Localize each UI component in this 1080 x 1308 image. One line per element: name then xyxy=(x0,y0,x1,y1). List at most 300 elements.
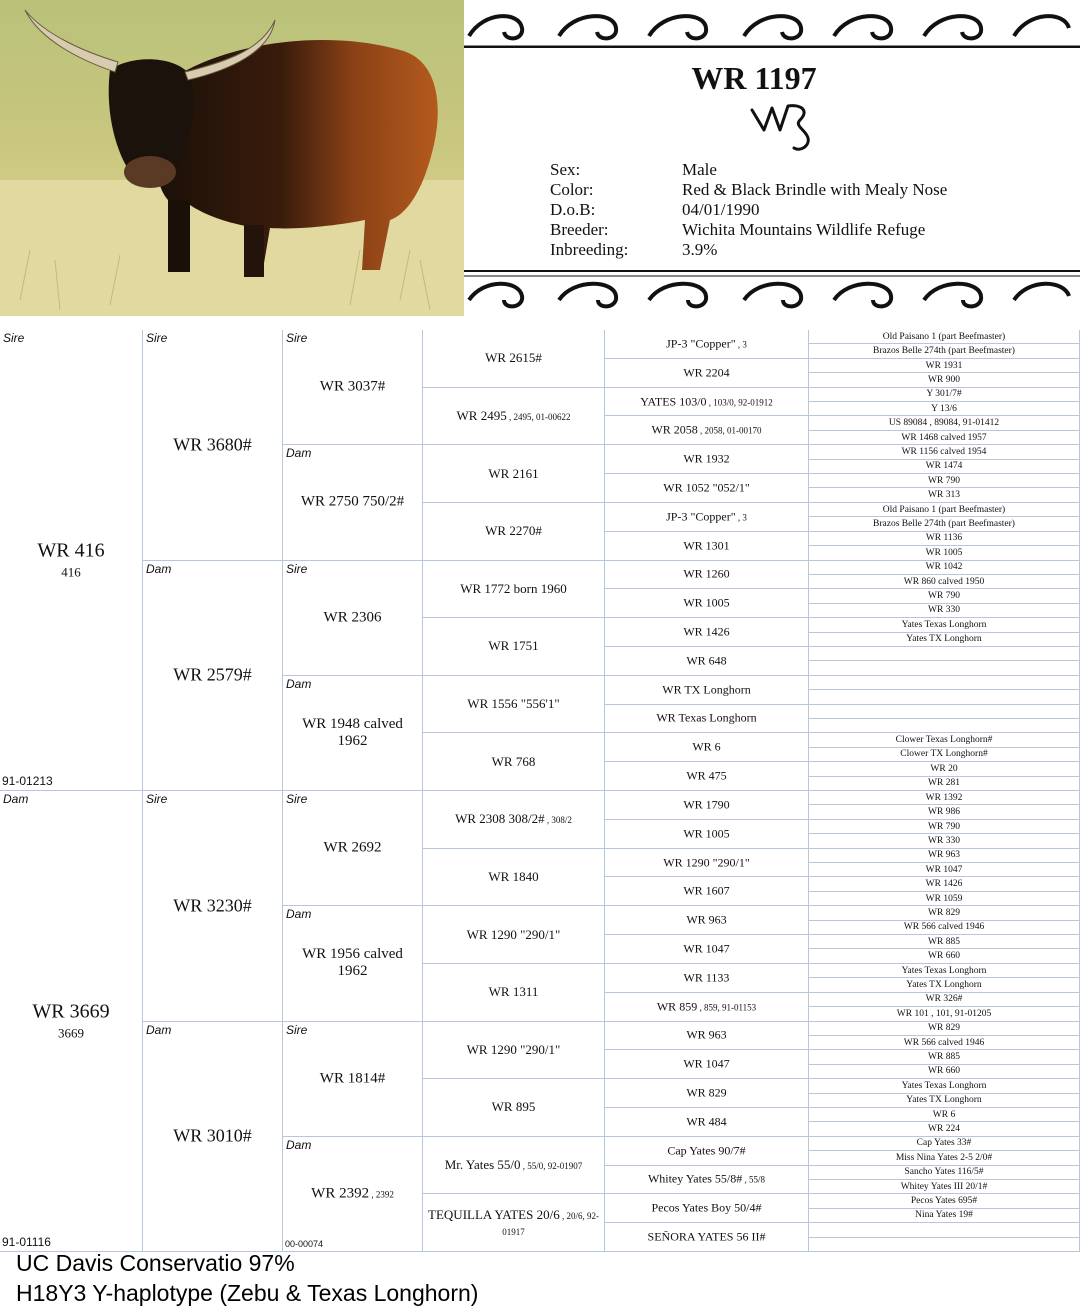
animal-name xyxy=(605,855,808,870)
gen6-ancestor-box xyxy=(809,633,1080,647)
gen6-ancestor-box xyxy=(809,892,1080,906)
sire-box xyxy=(0,330,143,791)
animal-name-text: WR 859 xyxy=(656,999,698,1014)
animal-name xyxy=(605,1230,808,1245)
animal-name: Old Paisano 1 (part Beefmaster) xyxy=(882,331,1006,342)
gen6-ancestor-box xyxy=(809,589,1080,603)
animal-name xyxy=(423,1157,604,1173)
animal-name xyxy=(283,716,422,750)
animal-name xyxy=(283,379,422,396)
animal-name: Yates Texas Longhorn xyxy=(901,619,987,630)
great-grandparent-box xyxy=(283,906,423,1021)
gen6-ancestor-box xyxy=(809,921,1080,935)
animal-name xyxy=(605,797,808,812)
grandparent-box xyxy=(143,791,283,1022)
parent-role-label: Dam xyxy=(3,792,29,806)
animal-name: WR 20 xyxy=(930,763,958,774)
animal-name-text: WR 2615# xyxy=(485,350,542,366)
gen6-ancestor-box xyxy=(809,805,1080,819)
animal-name-text: WR 416 xyxy=(37,539,105,562)
animal-name xyxy=(283,494,422,511)
animal-name-text: WR 2204 xyxy=(683,365,730,380)
gen5-ancestor-box xyxy=(605,1108,809,1137)
gen5-ancestor-box xyxy=(605,1022,809,1051)
animal-name xyxy=(605,596,808,611)
bull-photo xyxy=(0,0,464,316)
animal-name: WR 1931 xyxy=(925,360,963,371)
info-row-color xyxy=(550,180,947,200)
animal-name-text: Pecos Yates Boy 50/4# xyxy=(651,1200,762,1215)
gen6-ancestor-box xyxy=(809,1122,1080,1136)
gen6-ancestor-box xyxy=(809,935,1080,949)
gen5-ancestor-box xyxy=(605,416,809,445)
gen4-ancestor-box xyxy=(423,618,605,676)
gen6-ancestor-box xyxy=(809,445,1080,459)
gen5-ancestor-box xyxy=(605,935,809,964)
gen5-ancestor-box xyxy=(605,1194,809,1223)
gen5-ancestor-box xyxy=(605,561,809,590)
gen5-ancestor-box xyxy=(605,359,809,388)
gen6-ancestor-box xyxy=(809,604,1080,618)
animal-name-text: WR 2495 xyxy=(456,407,507,423)
animal-name xyxy=(423,466,604,482)
animal-name xyxy=(605,365,808,380)
animal-name-text: Cap Yates 90/7# xyxy=(667,1143,746,1158)
gen6-ancestor-box xyxy=(809,474,1080,488)
gen6-ancestor-box xyxy=(809,546,1080,560)
animal-name: WR 790 xyxy=(928,591,960,602)
animal-name xyxy=(0,540,142,581)
animal-name xyxy=(605,1114,808,1129)
gen4-ancestor-box xyxy=(423,330,605,388)
animal-name xyxy=(423,408,604,424)
gen6-ancestor-box xyxy=(809,906,1080,920)
animal-name xyxy=(605,336,808,351)
animal-name xyxy=(283,946,422,980)
gen5-ancestor-box xyxy=(605,877,809,906)
gen4-ancestor-box xyxy=(423,849,605,907)
parent-role-label: Sire xyxy=(286,1022,308,1037)
animal-name: WR 829 xyxy=(928,1023,960,1034)
gen5-ancestor-box xyxy=(605,1166,809,1195)
gen6-ancestor-box xyxy=(809,949,1080,963)
animal-name: WR 1005 xyxy=(925,547,963,558)
registration-detail: , 20/6, 92-01917 xyxy=(502,1210,599,1237)
gen6-ancestor-box xyxy=(809,748,1080,762)
animal-name-text: WR 2058 xyxy=(651,422,698,437)
animal-name: WR 566 calved 1946 xyxy=(903,922,985,933)
gen5-ancestor-box xyxy=(605,474,809,503)
animal-name xyxy=(605,682,808,697)
gen5-ancestor-box xyxy=(605,820,809,849)
animal-name: Nina Yates 19# xyxy=(915,1210,973,1221)
gen4-ancestor-box xyxy=(423,1079,605,1137)
animal-name-text: WR 1301 xyxy=(683,538,730,553)
gen6-ancestor-box xyxy=(809,561,1080,575)
gen6-ancestor-box xyxy=(809,344,1080,358)
animal-name: WR 900 xyxy=(928,374,960,385)
scroll-ornament-bottom xyxy=(464,272,1080,318)
gen6-ancestor-box xyxy=(809,1079,1080,1093)
registration-detail: , 55/0, 92-01907 xyxy=(520,1161,583,1172)
gen6-ancestor-box xyxy=(809,1238,1080,1252)
gen4-ancestor-box xyxy=(423,906,605,964)
great-grandparent-box xyxy=(283,791,423,906)
gen6-ancestor-box xyxy=(809,993,1080,1007)
great-grandparent-box xyxy=(283,561,423,676)
animal-name-text: WR 3680# xyxy=(173,434,252,455)
gen5-ancestor-box xyxy=(605,705,809,734)
header-panel xyxy=(464,0,1080,316)
animal-name-text: WR 1311 xyxy=(488,984,539,1000)
animal-name: WR 1426 xyxy=(925,879,963,890)
gen6-ancestor-box xyxy=(809,1223,1080,1237)
gen5-ancestor-box xyxy=(605,445,809,474)
gen6-ancestor-box xyxy=(809,849,1080,863)
info-row-inbreeding xyxy=(550,240,717,260)
gen6-ancestor-box xyxy=(809,416,1080,430)
animal-name-text: WR 2392 xyxy=(311,1185,370,1202)
animal-name xyxy=(143,434,282,455)
animal-name-text: WR 475 xyxy=(686,768,727,783)
parent-role-label: Dam xyxy=(286,1137,312,1152)
gen6-ancestor-box xyxy=(809,964,1080,978)
animal-name-text: WR 1047 xyxy=(683,941,730,956)
animal-name xyxy=(605,538,808,553)
animal-name-text: WR 1426 xyxy=(683,624,730,639)
great-grandparent-box xyxy=(283,1022,423,1137)
animal-name xyxy=(605,740,808,755)
gen5-ancestor-box xyxy=(605,906,809,935)
gen6-ancestor-box xyxy=(809,1166,1080,1180)
animal-name xyxy=(605,509,808,524)
animal-name xyxy=(423,1099,604,1115)
animal-name: Clower Texas Longhorn# xyxy=(895,735,993,746)
animal-name-text: WR 1840 xyxy=(488,868,539,884)
parent-role-label: Sire xyxy=(3,331,25,345)
conservation-score: UC Davis Conservatio 97% xyxy=(16,1250,295,1276)
animal-name xyxy=(423,927,604,943)
gen4-ancestor-box xyxy=(423,1137,605,1195)
animal-name xyxy=(605,1028,808,1043)
gen5-ancestor-box xyxy=(605,849,809,878)
parent-role-label: Sire xyxy=(286,331,308,345)
animal-name: WR 566 calved 1946 xyxy=(903,1037,985,1048)
gen6-ancestor-box xyxy=(809,373,1080,387)
gen6-ancestor-box xyxy=(809,517,1080,531)
gen6-ancestor-box xyxy=(809,618,1080,632)
gen6-ancestor-box xyxy=(809,359,1080,373)
top-rule xyxy=(464,46,1080,48)
animal-name-text: WR 2692 xyxy=(323,839,382,856)
gen6-ancestor-box xyxy=(809,1050,1080,1064)
animal-name: WR 313 xyxy=(928,490,960,501)
registration-detail: , 55/8 xyxy=(742,1174,766,1185)
animal-name: Yates TX Longhorn xyxy=(906,979,982,990)
animal-name-text: Mr. Yates 55/0 xyxy=(444,1157,521,1173)
animal-name-text: WR 3669 xyxy=(32,1000,110,1023)
animal-name: Cap Yates 33# xyxy=(916,1138,972,1149)
gen5-ancestor-box xyxy=(605,993,809,1022)
animal-name: WR 1392 xyxy=(925,792,963,803)
animal-name xyxy=(423,638,604,654)
animal-name: Yates Texas Longhorn xyxy=(901,965,987,976)
animal-name: WR 885 xyxy=(928,936,960,947)
animal-name xyxy=(423,1042,604,1058)
animal-name: Y 13/6 xyxy=(931,403,957,414)
animal-name: WR 885 xyxy=(928,1052,960,1063)
animal-name xyxy=(423,869,604,885)
gen4-ancestor-box xyxy=(423,791,605,849)
info-value: Red & Black Brindle with Mealy Nose xyxy=(682,180,948,199)
animal-name xyxy=(605,999,808,1014)
animal-name-text: WR 963 xyxy=(686,912,727,927)
animal-name: WR 660 xyxy=(928,1066,960,1077)
animal-name xyxy=(605,1201,808,1216)
animal-name-text: WR 484 xyxy=(686,1114,727,1129)
animal-name xyxy=(605,711,808,726)
animal-name-text: WR TX Longhorn xyxy=(662,682,751,697)
animal-name: Old Paisano 1 (part Beefmaster) xyxy=(882,504,1006,515)
animal-name-text: WR 2161 xyxy=(488,465,539,481)
registration-detail: , 2392 xyxy=(369,1189,394,1200)
animal-name-text: WR 1772 born 1960 xyxy=(460,580,567,596)
animal-name: WR 6 xyxy=(932,1109,956,1120)
gen6-ancestor-box xyxy=(809,719,1080,733)
animal-name-text: WR 1932 xyxy=(683,451,730,466)
gen5-ancestor-box xyxy=(605,964,809,993)
gen6-ancestor-box xyxy=(809,1151,1080,1165)
gen6-ancestor-box xyxy=(809,762,1080,776)
animal-name-text: WR 1948 calved 1962 xyxy=(302,715,403,749)
info-label: Color: xyxy=(550,180,594,199)
gen6-ancestor-box xyxy=(809,402,1080,416)
gen6-ancestor-box xyxy=(809,575,1080,589)
animal-name: Sancho Yates 116/5# xyxy=(904,1167,984,1178)
animal-name: WR 1156 calved 1954 xyxy=(901,446,987,457)
animal-name-text: WR 1133 xyxy=(683,970,730,985)
animal-name: WR 330 xyxy=(928,605,960,616)
animal-name: WR 1197 xyxy=(691,60,817,96)
brand-mark-icon xyxy=(750,100,820,156)
animal-name-text: WR 2308 308/2# xyxy=(455,811,545,827)
animal-name xyxy=(605,826,808,841)
animal-name xyxy=(283,609,422,626)
animal-name xyxy=(283,840,422,857)
animal-name: WR 986 xyxy=(928,807,960,818)
animal-name-text: SEÑORA YATES 56 II# xyxy=(647,1229,766,1244)
animal-name-text: WR 895 xyxy=(491,1099,536,1115)
animal-name: WR 1059 xyxy=(925,893,963,904)
animal-name-text: WR 768 xyxy=(491,753,536,769)
animal-name: US 89084 , 89084, 91-01412 xyxy=(888,418,1000,429)
animal-name: WR 790 xyxy=(928,475,960,486)
gen6-ancestor-box xyxy=(809,532,1080,546)
animal-name-text: WR 1290 "290/1" xyxy=(663,855,750,870)
animal-name-text: WR 1790 xyxy=(683,797,730,812)
animal-name: Yates TX Longhorn xyxy=(906,634,982,645)
animal-name xyxy=(0,1001,142,1042)
animal-name: Yates TX Longhorn xyxy=(906,1095,982,1106)
parent-role-label: Dam xyxy=(286,676,312,691)
animal-name xyxy=(423,754,604,770)
gen5-ancestor-box xyxy=(605,762,809,791)
gen5-ancestor-box xyxy=(605,1079,809,1108)
animal-name: Brazos Belle 274th (part Beefmaster) xyxy=(873,518,1015,529)
animal-number: 416 xyxy=(61,564,81,580)
animal-name: WR 1047 xyxy=(925,864,963,875)
gen6-ancestor-box xyxy=(809,877,1080,891)
info-value: Male xyxy=(682,160,717,179)
gen6-ancestor-box xyxy=(809,1108,1080,1122)
animal-name-text: WR 2306 xyxy=(323,609,382,626)
gen5-ancestor-box xyxy=(605,618,809,647)
animal-name: WR 1042 xyxy=(925,562,963,573)
animal-name-text: WR 1260 xyxy=(683,566,730,581)
gen6-ancestor-box xyxy=(809,1194,1080,1208)
animal-name xyxy=(423,1207,604,1239)
animal-name: Whitey Yates III 20/1# xyxy=(900,1181,988,1192)
animal-name-text: WR 648 xyxy=(686,653,727,668)
animal-name: Brazos Belle 274th (part Beefmaster) xyxy=(873,346,1015,357)
gen5-ancestor-box xyxy=(605,589,809,618)
info-label: D.o.B: xyxy=(550,200,596,219)
animal-name xyxy=(605,970,808,985)
gen5-ancestor-box xyxy=(605,676,809,705)
gen6-ancestor-box xyxy=(809,1022,1080,1036)
gen5-ancestor-box xyxy=(605,330,809,359)
registration-number: 00-00074 xyxy=(285,1239,324,1249)
animal-name: WR 790 xyxy=(928,821,960,832)
gen6-ancestor-box xyxy=(809,820,1080,834)
registration-detail: , 3 xyxy=(735,512,747,523)
gen6-ancestor-box xyxy=(809,388,1080,402)
gen5-ancestor-box xyxy=(605,791,809,820)
gen4-ancestor-box xyxy=(423,964,605,1022)
gen4-ancestor-box xyxy=(423,445,605,503)
parent-role-label: Dam xyxy=(286,907,312,922)
gen6-ancestor-box xyxy=(809,733,1080,747)
gen4-ancestor-box xyxy=(423,503,605,561)
dam-box xyxy=(0,791,143,1252)
animal-name: Miss Nina Yates 2-5 2/0# xyxy=(895,1152,993,1163)
animal-name: WR 1468 calved 1957 xyxy=(901,432,987,443)
animal-name xyxy=(605,913,808,928)
animal-number: 3669 xyxy=(58,1025,84,1041)
animal-name: Y 301/7# xyxy=(926,389,962,400)
gen6-ancestor-box xyxy=(809,978,1080,992)
animal-name: WR 660 xyxy=(928,951,960,962)
animal-name xyxy=(605,1143,808,1158)
animal-name: Pecos Yates 695# xyxy=(910,1196,978,1207)
grandparent-box xyxy=(143,1022,283,1253)
great-grandparent-box xyxy=(283,445,423,560)
info-row-dob xyxy=(550,200,759,220)
grandparent-box xyxy=(143,330,283,561)
animal-name-text: WR 1556 "556'1" xyxy=(467,696,560,712)
animal-name: WR 1474 xyxy=(925,461,963,472)
animal-name-text: WR 829 xyxy=(686,1085,727,1100)
pedigree-chart xyxy=(0,330,1080,1252)
animal-name xyxy=(605,941,808,956)
animal-name: WR 101 , 101, 91-01205 xyxy=(896,1008,992,1019)
animal-name-text: WR 3230# xyxy=(173,895,252,916)
info-label: Inbreeding: xyxy=(550,240,629,259)
animal-name-text: WR 1052 "052/1" xyxy=(663,480,750,495)
info-label: Breeder: xyxy=(550,220,609,239)
gen4-ancestor-box xyxy=(423,733,605,791)
animal-name: WR 963 xyxy=(928,850,960,861)
registration-detail: , 103/0, 92-01912 xyxy=(706,397,773,408)
gen5-ancestor-box xyxy=(605,532,809,561)
info-label: Sex: xyxy=(550,160,581,179)
animal-name-text: WR 1047 xyxy=(683,1056,730,1071)
animal-name xyxy=(605,394,808,409)
animal-name: WR 330 xyxy=(928,835,960,846)
bull-image xyxy=(0,0,464,316)
gen5-ancestor-box xyxy=(605,503,809,532)
animal-name-text: WR 2270# xyxy=(485,523,542,539)
animal-name xyxy=(143,1126,282,1147)
info-row-sex xyxy=(550,160,717,180)
gen6-ancestor-box xyxy=(809,661,1080,675)
gen6-ancestor-box xyxy=(809,705,1080,719)
gen6-ancestor-box xyxy=(809,488,1080,502)
info-value: Wichita Mountains Wildlife Refuge xyxy=(682,220,926,239)
gen6-ancestor-box xyxy=(809,1094,1080,1108)
great-grandparent-box xyxy=(283,676,423,791)
parent-role-label: Sire xyxy=(286,792,308,806)
animal-name: WR 860 calved 1950 xyxy=(903,576,985,587)
animal-name-text: WR 1607 xyxy=(683,883,730,898)
animal-name-text: WR Texas Longhorn xyxy=(656,710,757,725)
animal-name xyxy=(605,1086,808,1101)
animal-name xyxy=(283,1185,422,1202)
parent-role-label: Sire xyxy=(146,792,168,806)
parent-role-label: Dam xyxy=(146,561,172,576)
gen6-ancestor-box xyxy=(809,1180,1080,1194)
animal-name: WR 326# xyxy=(925,994,963,1005)
animal-name-text: WR 1005 xyxy=(683,826,730,841)
animal-name: Yates Texas Longhorn xyxy=(901,1080,987,1091)
animal-name-text: WR 1290 "290/1" xyxy=(466,1041,561,1057)
animal-name-text: Whitey Yates 55/8# xyxy=(647,1171,743,1186)
animal-name-text: JP-3 "Copper" xyxy=(666,509,736,524)
animal-name-text: YATES 103/0 xyxy=(640,394,707,409)
info-row-breeder xyxy=(550,220,925,240)
gen6-ancestor-box xyxy=(809,1209,1080,1223)
gen5-ancestor-box xyxy=(605,388,809,417)
info-value: 04/01/1990 xyxy=(682,200,760,219)
gen5-ancestor-box xyxy=(605,1050,809,1079)
animal-name-text: WR 2750 750/2# xyxy=(300,493,405,510)
animal-name xyxy=(423,984,604,1000)
animal-name-text: WR 3010# xyxy=(173,1125,252,1146)
animal-name: Clower TX Longhorn# xyxy=(900,749,988,760)
gen4-ancestor-box xyxy=(423,561,605,619)
great-grandparent-box xyxy=(283,330,423,445)
animal-name xyxy=(423,696,604,712)
registration-detail: , 859, 91-01153 xyxy=(697,1002,757,1013)
parent-role-label: Sire xyxy=(146,331,168,345)
registration-detail: , 3 xyxy=(735,339,747,350)
animal-name xyxy=(605,452,808,467)
great-grandparent-box xyxy=(283,1137,423,1252)
parent-role-label: Dam xyxy=(286,446,312,461)
gen6-ancestor-box xyxy=(809,777,1080,791)
animal-name-text: WR 1751 xyxy=(488,638,539,654)
animal-name xyxy=(605,625,808,640)
